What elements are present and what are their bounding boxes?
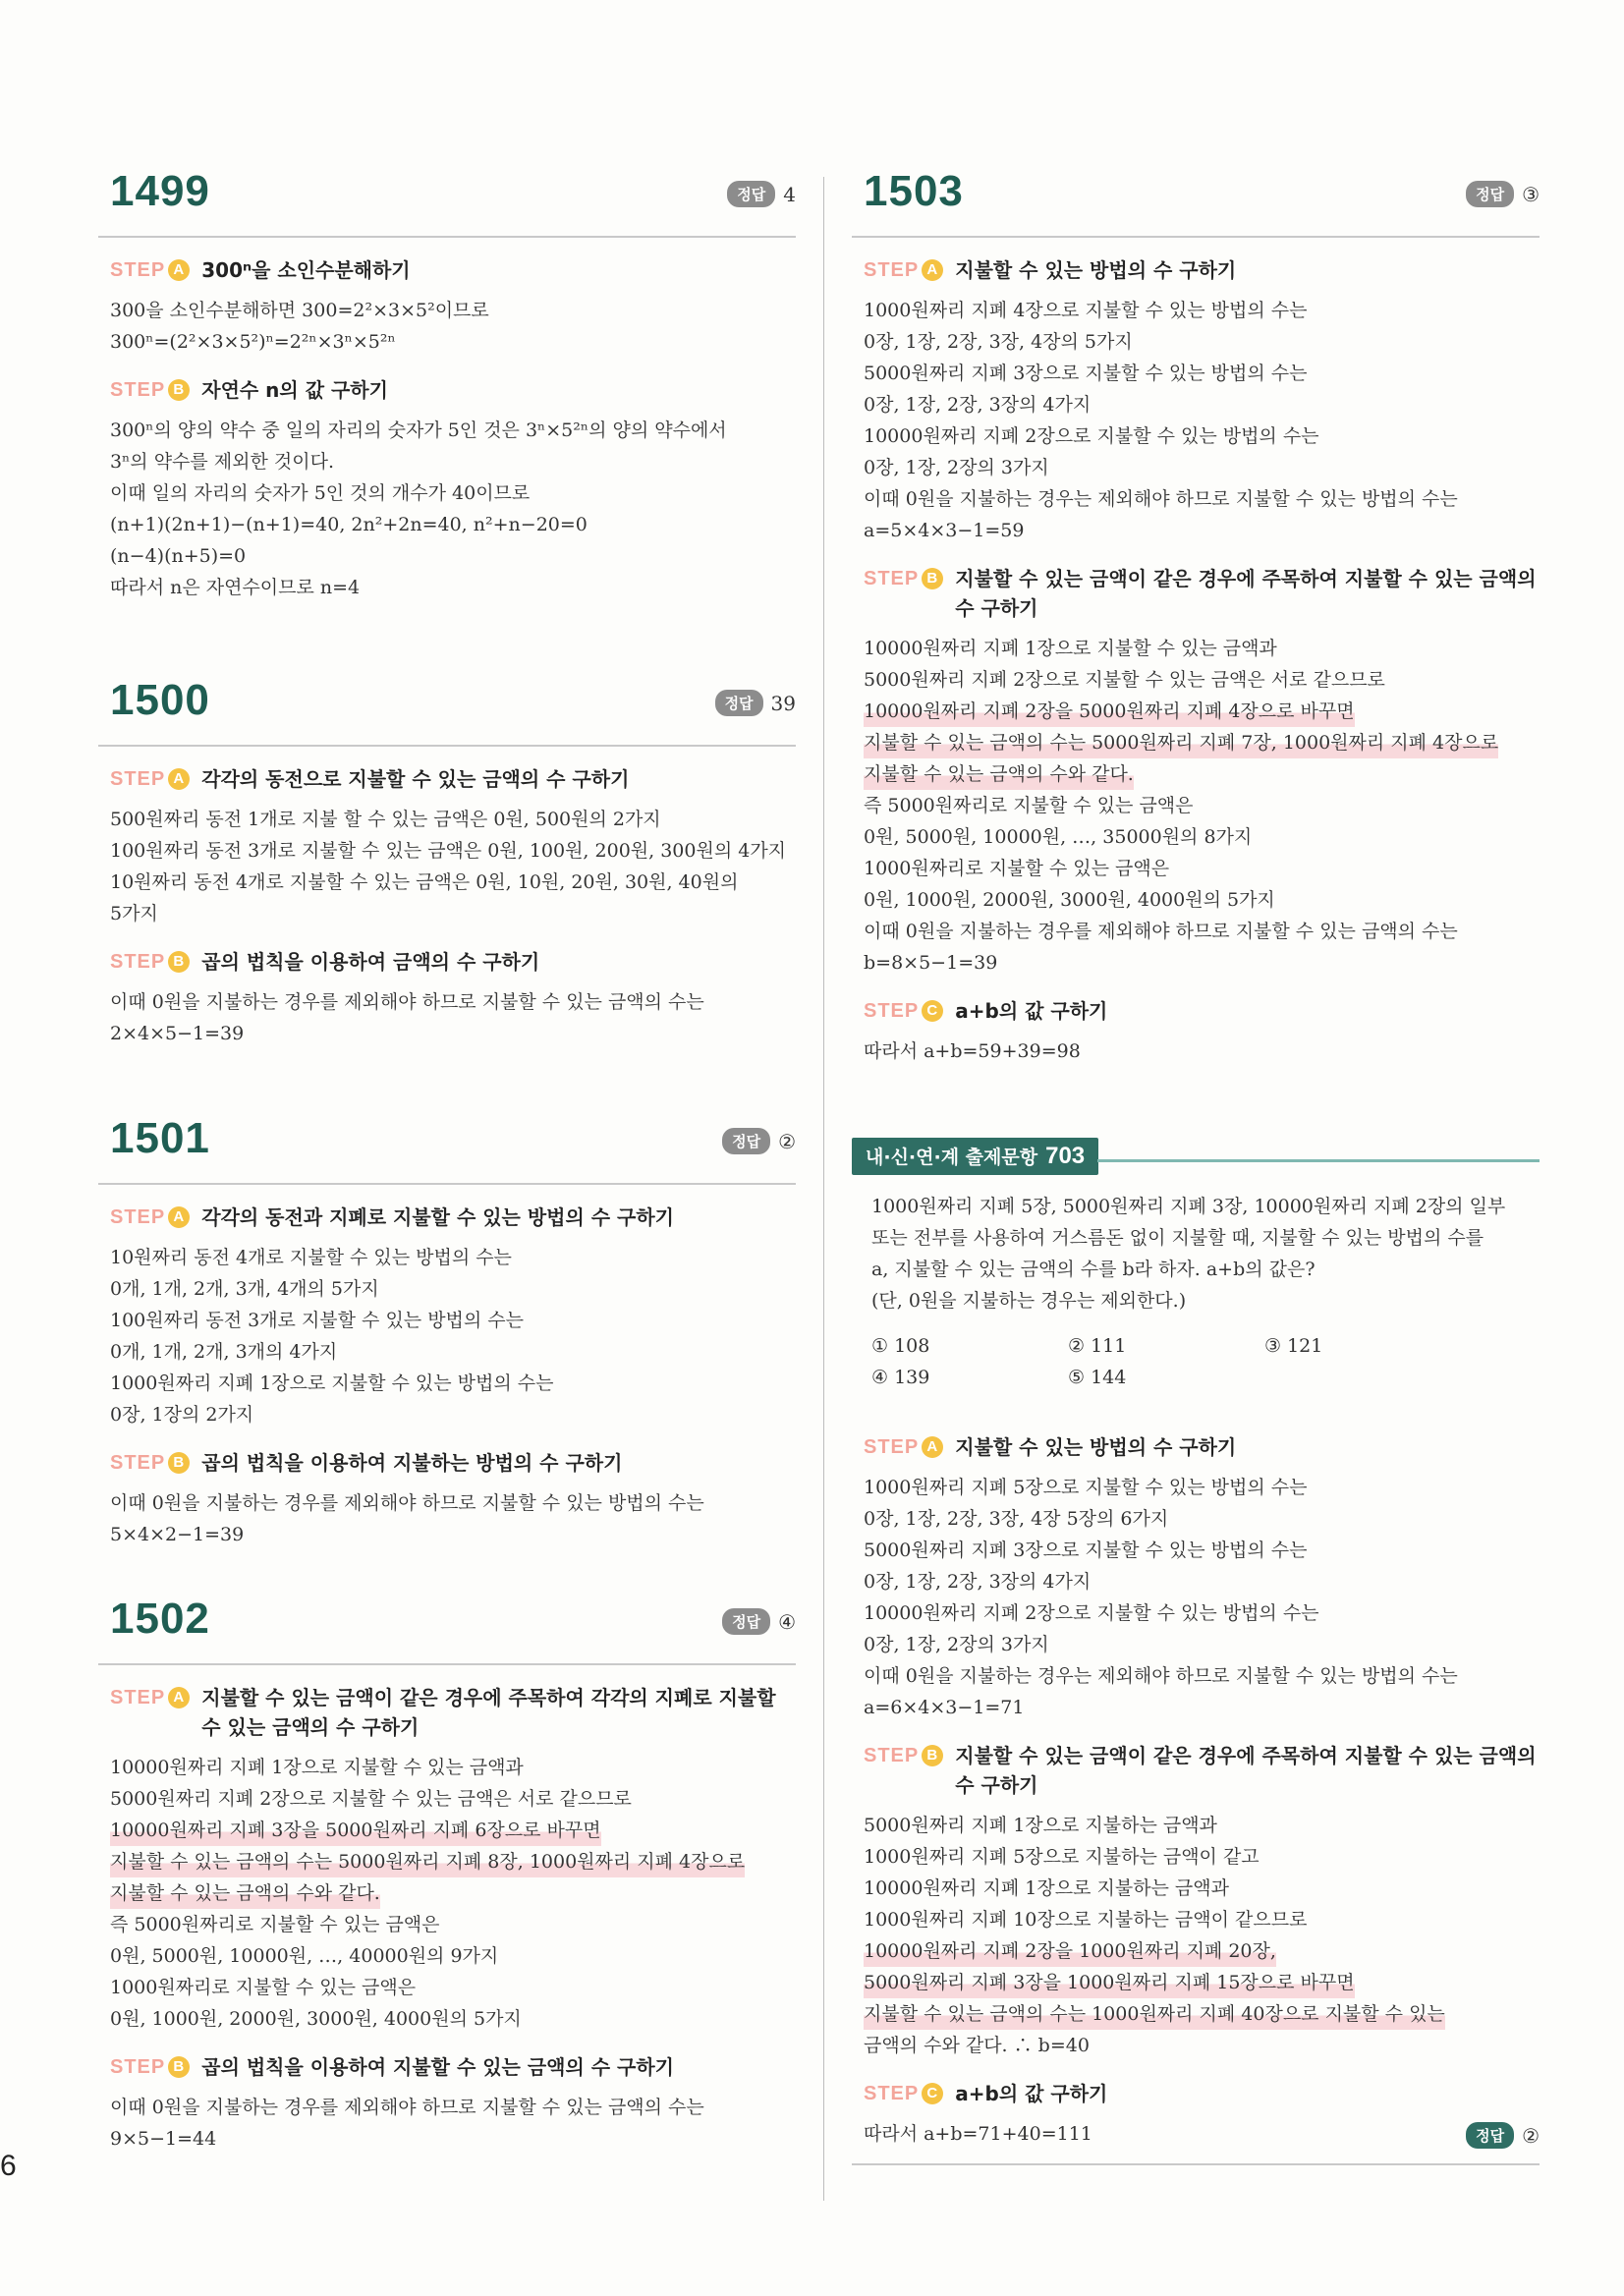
text-line: 5000원짜리 지폐 3장으로 지불할 수 있는 방법의 수는 xyxy=(864,1540,1308,1561)
problem-1500 xyxy=(98,676,796,1049)
step-letter-icon: A xyxy=(922,1436,943,1458)
step-title: 지불할 수 있는 방법의 수 구하기 xyxy=(955,1435,1237,1459)
highlighted-line: 10000원짜리 지폐 2장을 1000원짜리 지폐 20장, xyxy=(864,1935,1276,1967)
text-line: 즉 5000원짜리로 지불할 수 있는 금액은 xyxy=(864,795,1194,816)
text-line: a=5×4×3−1=59 xyxy=(864,520,1025,541)
text-line: 이때 0원을 지불하는 경우를 제외해야 하므로 지불할 수 있는 금액의 수는 xyxy=(864,921,1458,942)
step-label: STEP A xyxy=(110,764,190,794)
text-line: 5000원짜리 지폐 3장으로 지불할 수 있는 방법의 수는 xyxy=(864,363,1308,384)
answer xyxy=(715,690,796,716)
text-line: 1000원짜리로 지불할 수 있는 금액은 xyxy=(110,1977,417,1998)
answer-badge: 정답 xyxy=(715,690,763,716)
highlighted-line: 5000원짜리 지폐 3장을 1000원짜리 지폐 15장으로 바꾸면 xyxy=(864,1967,1355,1998)
step-body xyxy=(110,804,796,929)
highlighted-line: 지불할 수 있는 금액의 수와 같다. xyxy=(864,758,1134,790)
text-line: 이때 0원을 지불하는 경우는 제외해야 하므로 지불할 수 있는 방법의 수는 xyxy=(864,488,1458,510)
text-line: 1000원짜리 지폐 4장으로 지불할 수 있는 방법의 수는 xyxy=(864,300,1308,321)
problem-number: 1503 xyxy=(864,167,964,215)
step-label: STEP B xyxy=(864,1741,943,1770)
step-a xyxy=(98,255,796,358)
text-line: 0장, 1장, 2장의 3가지 xyxy=(864,457,1049,478)
step-heading xyxy=(110,1448,796,1478)
question-line: a, 지불할 수 있는 금액의 수를 b라 하자. a+b의 값은? xyxy=(871,1259,1316,1280)
answer-value: ② xyxy=(778,1129,796,1153)
step-title: a+b의 값 구하기 xyxy=(955,999,1108,1023)
text-line: 300ⁿ=(2²×3×5²)ⁿ=2²ⁿ×3ⁿ×5²ⁿ xyxy=(110,331,396,353)
related-problem xyxy=(852,1138,1540,2165)
step-b xyxy=(98,947,796,1049)
text-line: 0장, 1장, 2장의 3가지 xyxy=(864,1634,1049,1655)
text-line: 0원, 5000원, 10000원, …, 40000원의 9가지 xyxy=(110,1945,499,1967)
step-label: STEP A xyxy=(864,255,943,285)
step-a xyxy=(98,764,796,929)
step-title: 각각의 동전으로 지불할 수 있는 금액의 수 구하기 xyxy=(201,767,630,791)
text-line: 10000원짜리 지폐 1장으로 지불할 수 있는 금액과 xyxy=(864,638,1277,659)
step-letter-icon: B xyxy=(922,1745,943,1766)
related-answer xyxy=(1466,2122,1540,2149)
text-line: 0원, 5000원, 10000원, …, 35000원의 8가지 xyxy=(864,826,1253,848)
text-line: 따라서 n은 자연수이므로 n=4 xyxy=(110,577,361,598)
text-line: b=8×5−1=39 xyxy=(864,952,998,974)
step-a xyxy=(852,1432,1540,1723)
text-line: 10원짜리 동전 4개로 지불할 수 있는 금액은 0원, 10원, 20원, 30원, 40원의 xyxy=(110,871,739,893)
step-heading xyxy=(864,2079,1540,2108)
step-title: 지불할 수 있는 금액이 같은 경우에 주목하여 각각의 지폐로 지불할 수 있는 금액의 수 구하기 xyxy=(201,1686,776,1739)
choice-1: ① 108 xyxy=(871,1335,930,1357)
page-number: 6 xyxy=(0,2150,17,2182)
text-line: 300을 소인수분해하면 300=2²×3×5²이므로 xyxy=(110,300,489,321)
text-line: 10000원짜리 지폐 1장으로 지불할 수 있는 금액과 xyxy=(110,1757,524,1778)
highlighted-line: 지불할 수 있는 금액의 수는 1000원짜리 지폐 40장으로 지불할 수 있는 xyxy=(864,1998,1445,2030)
step-body xyxy=(864,295,1540,546)
text-line: (n−4)(n+5)=0 xyxy=(110,545,247,567)
problem-number: 1500 xyxy=(110,676,210,724)
step-label: STEP B xyxy=(864,564,943,593)
column-divider xyxy=(823,177,824,2201)
text-line: 따라서 a+b=71+40=111 xyxy=(864,2123,1092,2145)
answer-badge: 정답 xyxy=(722,1128,770,1154)
text-line: 0장, 1장, 2장, 3장, 4장 5장의 6가지 xyxy=(864,1508,1169,1530)
step-title: 곱의 법칙을 이용하여 지불하는 방법의 수 구하기 xyxy=(201,1451,623,1475)
text-line: 1000원짜리 지폐 5장으로 지불하는 금액이 같고 xyxy=(864,1846,1260,1868)
step-letter-icon: B xyxy=(168,1452,190,1474)
highlighted-line: 지불할 수 있는 금액의 수와 같다. xyxy=(110,1877,380,1909)
text-line: 5000원짜리 지폐 2장으로 지불할 수 있는 금액은 서로 같으므로 xyxy=(110,1788,632,1810)
text-line: 3ⁿ의 약수를 제외한 것이다. xyxy=(110,451,335,473)
step-a xyxy=(852,255,1540,546)
answer-value: ② xyxy=(1522,2123,1540,2148)
choice-5: ⑤ 144 xyxy=(1068,1367,1127,1388)
text-line: 0개, 1개, 2개, 3개, 4개의 5가지 xyxy=(110,1278,379,1300)
answer xyxy=(722,1608,796,1635)
text-line: 1000원짜리로 지불할 수 있는 금액은 xyxy=(864,858,1170,879)
text-line: 이때 0원을 지불하는 경우는 제외해야 하므로 지불할 수 있는 방법의 수는 xyxy=(864,1665,1458,1687)
choices xyxy=(871,1330,1481,1393)
problem-header xyxy=(98,1114,796,1185)
choice-4: ④ 139 xyxy=(871,1367,930,1388)
step-heading xyxy=(110,255,796,285)
step-label: STEP B xyxy=(110,1448,190,1478)
text-line: 5000원짜리 지폐 2장으로 지불할 수 있는 금액은 서로 같으므로 xyxy=(864,669,1385,691)
text-line: 10원짜리 동전 4개로 지불할 수 있는 방법의 수는 xyxy=(110,1247,512,1268)
step-c xyxy=(852,996,1540,1067)
step-body xyxy=(110,1752,796,2035)
text-line: 이때 0원을 지불하는 경우를 제외해야 하므로 지불할 수 있는 방법의 수는 xyxy=(110,1492,704,1514)
bottom-rule xyxy=(852,2163,1540,2165)
step-letter-icon: A xyxy=(168,259,190,281)
step-body xyxy=(864,633,1540,979)
step-letter-icon: B xyxy=(922,568,943,589)
question-line: 1000원짜리 지폐 5장, 5000원짜리 지폐 3장, 10000원짜리 지폐 2장의 일부 xyxy=(871,1196,1506,1217)
problem-number: 1501 xyxy=(110,1114,210,1162)
step-heading xyxy=(110,2052,796,2082)
text-line: 0장, 1장, 2장, 3장의 4가지 xyxy=(864,1571,1092,1593)
text-line: 이때 0원을 지불하는 경우를 제외해야 하므로 지불할 수 있는 금액의 수는 xyxy=(110,2097,704,2118)
text-line: 5000원짜리 지폐 1장으로 지불하는 금액과 xyxy=(864,1815,1217,1836)
answer-value: 4 xyxy=(783,182,796,206)
text-line: 0원, 1000원, 2000원, 3000원, 4000원의 5가지 xyxy=(864,889,1275,911)
step-heading xyxy=(110,375,796,405)
text-line: 금액의 수와 같다. ∴ b=40 xyxy=(864,2035,1090,2056)
step-a xyxy=(98,1203,796,1430)
step-letter-icon: B xyxy=(168,379,190,401)
step-title: 곱의 법칙을 이용하여 금액의 수 구하기 xyxy=(201,950,540,974)
question-line: (단, 0원을 지불하는 경우는 제외한다.) xyxy=(871,1290,1187,1312)
step-title: 300ⁿ을 소인수분해하기 xyxy=(201,258,411,282)
text-line: 1000원짜리 지폐 1장으로 지불할 수 있는 방법의 수는 xyxy=(110,1372,554,1394)
problem-number: 1499 xyxy=(110,167,210,215)
step-title: 자연수 n의 값 구하기 xyxy=(201,378,388,402)
answer-badge: 정답 xyxy=(1466,2122,1514,2149)
step-title: a+b의 값 구하기 xyxy=(955,2082,1108,2105)
step-letter-icon: A xyxy=(168,1206,190,1228)
step-body xyxy=(110,2092,796,2155)
step-heading xyxy=(110,1203,796,1232)
step-a xyxy=(98,1683,796,2035)
problem-1499 xyxy=(98,167,796,603)
step-title: 곱의 법칙을 이용하여 지불할 수 있는 금액의 수 구하기 xyxy=(201,2055,674,2079)
step-heading xyxy=(110,764,796,794)
step-title: 지불할 수 있는 금액이 같은 경우에 주목하여 지불할 수 있는 금액의 수 구하기 xyxy=(955,567,1537,620)
answer-value: ④ xyxy=(778,1609,796,1634)
step-c xyxy=(852,2079,1540,2150)
step-heading xyxy=(110,1683,796,1742)
step-letter-icon: C xyxy=(922,2083,943,2104)
text-line: 1000원짜리 지폐 10장으로 지불하는 금액이 같으므로 xyxy=(864,1909,1308,1931)
answer-value: 39 xyxy=(770,691,796,715)
answer xyxy=(727,181,796,207)
text-line: 즉 5000원짜리로 지불할 수 있는 금액은 xyxy=(110,1914,440,1935)
text-line: 9×5−1=44 xyxy=(110,2128,217,2150)
step-letter-icon: A xyxy=(922,259,943,281)
step-letter-icon: A xyxy=(168,1687,190,1708)
step-body xyxy=(110,1487,796,1550)
step-body xyxy=(110,986,796,1049)
step-body xyxy=(110,1242,796,1430)
problem-1501 xyxy=(98,1114,796,1550)
text-line: 이때 0원을 지불하는 경우를 제외해야 하므로 지불할 수 있는 금액의 수는 xyxy=(110,991,704,1013)
text-line: 300ⁿ의 양의 약수 중 일의 자리의 숫자가 5인 것은 3ⁿ×5²ⁿ의 양의 약수에서 xyxy=(110,420,727,441)
step-label: STEP C xyxy=(864,996,943,1026)
problem-number: 1502 xyxy=(110,1595,210,1643)
step-heading xyxy=(864,564,1540,623)
step-body xyxy=(864,2118,1540,2150)
step-title: 지불할 수 있는 방법의 수 구하기 xyxy=(955,258,1237,282)
text-line: 100원짜리 동전 3개로 지불할 수 있는 금액은 0원, 100원, 200원, 300원의 4가지 xyxy=(110,840,787,862)
text-line: 5×4×2−1=39 xyxy=(110,1524,245,1545)
answer xyxy=(722,1128,796,1154)
related-number: 703 xyxy=(1045,1143,1086,1169)
step-label: STEP B xyxy=(110,2052,190,2082)
step-heading xyxy=(864,1741,1540,1800)
step-label: STEP A xyxy=(110,1683,190,1712)
text-line: 2×4×5−1=39 xyxy=(110,1023,245,1044)
text-line: 0개, 1개, 2개, 3개의 4가지 xyxy=(110,1341,338,1363)
step-b xyxy=(98,375,796,603)
step-body xyxy=(864,1036,1540,1067)
highlighted-line: 지불할 수 있는 금액의 수는 5000원짜리 지폐 8장, 1000원짜리 지폐 4장으로 xyxy=(110,1846,745,1877)
step-letter-icon: B xyxy=(168,2056,190,2078)
problem-header xyxy=(98,167,796,238)
answer-value: ③ xyxy=(1522,182,1540,206)
text-line: 0장, 1장, 2장, 3장, 4장의 5가지 xyxy=(864,331,1133,353)
step-body xyxy=(110,295,796,358)
choice-2: ② 111 xyxy=(1068,1335,1127,1357)
text-line: 따라서 a+b=59+39=98 xyxy=(864,1040,1081,1062)
related-question xyxy=(852,1177,1540,1393)
problem-1502 xyxy=(98,1595,796,2155)
problem-header xyxy=(852,167,1540,238)
answer-badge: 정답 xyxy=(1466,181,1514,207)
step-label: STEP C xyxy=(864,2079,943,2108)
text-line: 100원짜리 동전 3개로 지불할 수 있는 방법의 수는 xyxy=(110,1310,525,1331)
related-tag: 내·신·연·계 출제문항 703 xyxy=(852,1138,1098,1175)
text-line: 0장, 1장, 2장, 3장의 4가지 xyxy=(864,394,1092,416)
related-header xyxy=(852,1138,1540,1177)
step-b xyxy=(852,1741,1540,2061)
text-line: 10000원짜리 지폐 2장으로 지불할 수 있는 방법의 수는 xyxy=(864,425,1319,447)
text-line: 10000원짜리 지폐 1장으로 지불하는 금액과 xyxy=(864,1877,1229,1899)
step-label: STEP A xyxy=(110,1203,190,1232)
problem-1503 xyxy=(852,167,1540,1067)
text-line: 0원, 1000원, 2000원, 3000원, 4000원의 5가지 xyxy=(110,2008,522,2030)
step-heading xyxy=(864,1432,1540,1462)
text-line: 5가지 xyxy=(110,903,158,924)
step-b xyxy=(98,2052,796,2155)
text-line: 0장, 1장의 2가지 xyxy=(110,1404,254,1426)
text-line: 이때 일의 자리의 숫자가 5인 것의 개수가 40이므로 xyxy=(110,482,531,504)
step-heading xyxy=(864,255,1540,285)
step-heading xyxy=(864,996,1540,1026)
step-b xyxy=(852,564,1540,979)
step-heading xyxy=(110,947,796,977)
text-line: (n+1)(2n+1)−(n+1)=40, 2n²+2n=40, n²+n−20=0 xyxy=(110,514,588,535)
step-title: 각각의 동전과 지폐로 지불할 수 있는 방법의 수 구하기 xyxy=(201,1205,674,1229)
related-rule xyxy=(1097,1159,1540,1162)
highlighted-line: 지불할 수 있는 금액의 수는 5000원짜리 지폐 7장, 1000원짜리 지폐 4장으로 xyxy=(864,727,1498,758)
step-letter-icon: A xyxy=(168,768,190,790)
text-line: 10000원짜리 지폐 2장으로 지불할 수 있는 방법의 수는 xyxy=(864,1602,1319,1624)
step-letter-icon: C xyxy=(922,1000,943,1022)
problem-header xyxy=(98,676,796,747)
choice-3: ③ 121 xyxy=(1264,1335,1323,1357)
text-line: a=6×4×3−1=71 xyxy=(864,1697,1025,1718)
step-letter-icon: B xyxy=(168,951,190,973)
step-label: STEP B xyxy=(110,947,190,977)
answer xyxy=(1466,181,1540,207)
text-line: 1000원짜리 지폐 5장으로 지불할 수 있는 방법의 수는 xyxy=(864,1477,1308,1498)
problem-header xyxy=(98,1595,796,1665)
step-title: 지불할 수 있는 금액이 같은 경우에 주목하여 지불할 수 있는 금액의 수 구하기 xyxy=(955,1744,1537,1797)
answer-badge: 정답 xyxy=(722,1608,770,1635)
highlighted-line: 10000원짜리 지폐 2장을 5000원짜리 지폐 4장으로 바꾸면 xyxy=(864,696,1355,727)
step-label: STEP B xyxy=(110,375,190,405)
step-body xyxy=(864,1810,1540,2061)
step-body xyxy=(110,415,796,603)
text-line: 500원짜리 동전 1개로 지불 할 수 있는 금액은 0원, 500원의 2가지 xyxy=(110,809,661,830)
highlighted-line: 10000원짜리 지폐 3장을 5000원짜리 지폐 6장으로 바꾸면 xyxy=(110,1815,601,1846)
answer-badge: 정답 xyxy=(727,181,775,207)
step-b xyxy=(98,1448,796,1550)
question-line: 또는 전부를 사용하여 거스름돈 없이 지불할 때, 지불할 수 있는 방법의 수를 xyxy=(871,1227,1484,1249)
step-label: STEP A xyxy=(864,1432,943,1462)
step-body xyxy=(864,1472,1540,1723)
step-label: STEP A xyxy=(110,255,190,285)
